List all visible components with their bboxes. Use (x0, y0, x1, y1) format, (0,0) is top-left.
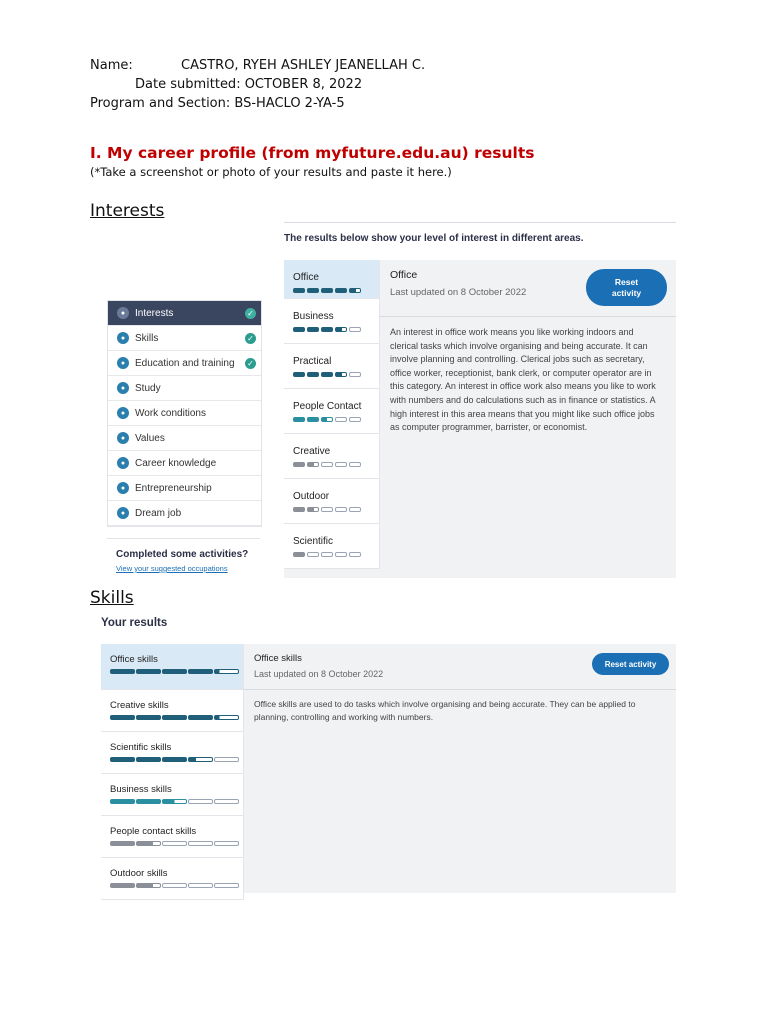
sidebar-item[interactable] (108, 401, 261, 426)
level-segment (136, 669, 161, 674)
level-segment (335, 372, 347, 377)
level-bar (110, 757, 239, 762)
tab-label: Business skills (110, 784, 172, 795)
tab-label: Practical (293, 356, 332, 367)
skill-detail-title: Office skills (254, 653, 302, 664)
interest-tab[interactable] (284, 389, 380, 434)
interests-icon: ● (117, 307, 129, 319)
interest-detail-title: Office (390, 269, 418, 281)
sidebar-item[interactable] (108, 501, 261, 526)
values-icon: ● (117, 432, 129, 444)
level-segment (214, 715, 239, 720)
level-segment (349, 327, 361, 332)
entrepreneurship-icon: ● (117, 482, 129, 494)
tab-label: People contact skills (110, 826, 197, 837)
level-segment (335, 552, 347, 557)
level-segment (110, 841, 135, 846)
level-bar (293, 417, 361, 422)
interests-sidebar-nav (107, 300, 262, 527)
your-results-title: Your results (101, 617, 168, 629)
level-segment (307, 288, 319, 293)
work-conditions-icon: ● (117, 407, 129, 419)
level-segment (110, 757, 135, 762)
level-bar (293, 462, 361, 467)
sidebar-item-label: Career knowledge (135, 457, 217, 469)
dream-job-icon: ● (117, 507, 129, 519)
interest-description: An interest in office work means you like working indoors and clerical tasks which involve organising and being accurate. It can involve planning and controlling. Clerical jobs such as secretary, office worker, receptionist, bank clerk, or computer operator are in this category. An interest in office work also means you like to work with numbers and do calculations such as in finance or statistics. A high interest in this area means that you might like such office jobs as computer programmer, barrister, or economist. (390, 327, 656, 433)
level-bar (293, 507, 361, 512)
tab-label: Office (293, 272, 319, 283)
level-segment (349, 507, 361, 512)
skill-tab[interactable] (101, 644, 244, 690)
tab-label: Creative (293, 446, 331, 457)
level-segment (293, 552, 305, 557)
level-bar (110, 669, 239, 674)
skill-tab[interactable] (101, 690, 244, 732)
level-segment (307, 327, 319, 332)
interests-intro: The results below show your level of interest in different areas. (284, 233, 584, 244)
career-knowledge-icon: ● (117, 457, 129, 469)
check-icon: ✓ (245, 308, 256, 319)
level-segment (136, 715, 161, 720)
sidebar-item[interactable] (108, 351, 261, 376)
level-segment (335, 462, 347, 467)
level-segment (321, 552, 333, 557)
level-segment (162, 799, 187, 804)
level-segment (188, 841, 213, 846)
sidebar-item[interactable] (108, 426, 261, 451)
level-bar (110, 883, 239, 888)
level-segment (188, 799, 213, 804)
level-segment (214, 841, 239, 846)
name-label: Name: (90, 58, 133, 73)
intro-divider (284, 222, 676, 223)
level-segment (293, 507, 305, 512)
sidebar-item-label: Interests (135, 307, 174, 319)
level-segment (349, 372, 361, 377)
level-segment (162, 883, 187, 888)
level-segment (307, 372, 319, 377)
section-title: I. My career profile (from myfuture.edu.au) results (90, 144, 535, 162)
level-segment (321, 417, 333, 422)
level-segment (162, 669, 187, 674)
student-name: CASTRO, RYEH ASHLEY JEANELLAH C. (181, 58, 426, 73)
sidebar-item-label: Skills (135, 332, 159, 344)
level-segment (110, 883, 135, 888)
level-segment (321, 462, 333, 467)
level-segment (293, 372, 305, 377)
skill-tab[interactable] (101, 774, 244, 816)
interest-tab[interactable] (284, 344, 380, 389)
level-segment (321, 327, 333, 332)
reset-activity-button[interactable]: Reset activity (586, 269, 667, 306)
level-segment (321, 288, 333, 293)
skills-reset-activity-button[interactable]: Reset activity (592, 653, 669, 675)
level-segment (214, 757, 239, 762)
interest-tab[interactable] (284, 479, 380, 524)
level-segment (188, 715, 213, 720)
level-bar (293, 288, 361, 293)
skill-last-updated: Last updated on 8 October 2022 (254, 669, 384, 679)
level-segment (293, 327, 305, 332)
level-segment (321, 507, 333, 512)
sidebar-item-label: Dream job (135, 507, 182, 519)
level-segment (136, 799, 161, 804)
skill-tab[interactable] (101, 732, 244, 774)
level-segment (349, 552, 361, 557)
interest-tab[interactable] (284, 299, 380, 344)
tab-label: Scientific (293, 536, 334, 547)
interests-heading: Interests (90, 201, 165, 221)
level-segment (293, 417, 305, 422)
level-bar (293, 372, 361, 377)
level-segment (136, 841, 161, 846)
level-segment (110, 669, 135, 674)
level-segment (136, 883, 161, 888)
interest-tab[interactable] (284, 524, 380, 569)
level-segment (110, 715, 135, 720)
level-bar (293, 552, 361, 557)
sidebar-item[interactable] (108, 301, 261, 326)
skill-tabs (101, 644, 244, 900)
level-segment (349, 417, 361, 422)
sidebar-item-label: Education and training (135, 357, 235, 369)
sidebar-item[interactable] (108, 476, 261, 501)
level-segment (188, 883, 213, 888)
level-segment (307, 552, 319, 557)
level-segment (162, 757, 187, 762)
level-segment (162, 715, 187, 720)
sidebar-item[interactable] (108, 326, 261, 351)
level-segment (335, 288, 347, 293)
level-segment (188, 669, 213, 674)
level-segment (214, 669, 239, 674)
level-segment (110, 799, 135, 804)
tab-label: Creative skills (110, 700, 169, 711)
completed-activities-box (107, 538, 260, 585)
level-segment (188, 757, 213, 762)
level-segment (349, 288, 361, 293)
tab-label: Outdoor (293, 491, 330, 502)
education-icon: ● (117, 357, 129, 369)
level-segment (335, 507, 347, 512)
level-segment (307, 462, 319, 467)
level-segment (335, 417, 347, 422)
interest-tab[interactable] (284, 434, 380, 479)
skill-description: Office skills are used to do tasks which involve organising and being accurate. They can be applied to planning, controlling and working with numbers. (254, 699, 636, 722)
tab-label: People Contact (293, 401, 362, 412)
level-segment (136, 757, 161, 762)
skill-tab[interactable] (101, 858, 244, 900)
date-submitted: Date submitted: OCTOBER 8, 2022 (135, 77, 363, 92)
program-section: Program and Section: BS-HACLO 2-YA-5 (90, 96, 345, 111)
skill-tab[interactable] (101, 816, 244, 858)
level-segment (335, 327, 347, 332)
tab-label: Scientific skills (110, 742, 172, 753)
sidebar-item[interactable] (108, 376, 261, 401)
skills-icon: ● (117, 332, 129, 344)
level-bar (293, 327, 361, 332)
completed-title: Completed some activities? (116, 549, 249, 560)
detail-divider (380, 316, 676, 317)
level-segment (349, 462, 361, 467)
tab-label: Outdoor skills (110, 868, 168, 879)
level-segment (307, 417, 319, 422)
level-bar (110, 799, 239, 804)
skills-detail-divider (244, 689, 676, 690)
interest-tabs (284, 260, 380, 569)
level-segment (321, 372, 333, 377)
level-segment (293, 288, 305, 293)
level-segment (293, 462, 305, 467)
sidebar-item-label: Values (135, 432, 165, 444)
suggested-occupations-link[interactable]: View your suggested occupations (116, 564, 228, 573)
sidebar-item-label: Study (135, 382, 161, 394)
level-bar (110, 715, 239, 720)
level-bar (110, 841, 239, 846)
interest-last-updated: Last updated on 8 October 2022 (390, 287, 527, 298)
level-segment (214, 883, 239, 888)
interest-tab[interactable] (284, 260, 380, 299)
tab-label: Office skills (110, 654, 158, 665)
sidebar-item-label: Work conditions (135, 407, 206, 419)
skills-heading: Skills (90, 588, 134, 608)
level-segment (307, 507, 319, 512)
section-note: (*Take a screenshot or photo of your results and paste it here.) (90, 165, 452, 179)
level-segment (162, 841, 187, 846)
study-icon: ● (117, 382, 129, 394)
check-icon: ✓ (245, 333, 256, 344)
check-icon: ✓ (245, 358, 256, 369)
sidebar-item[interactable] (108, 451, 261, 476)
sidebar-item-label: Entrepreneurship (135, 482, 212, 494)
level-segment (214, 799, 239, 804)
tab-label: Business (293, 311, 334, 322)
